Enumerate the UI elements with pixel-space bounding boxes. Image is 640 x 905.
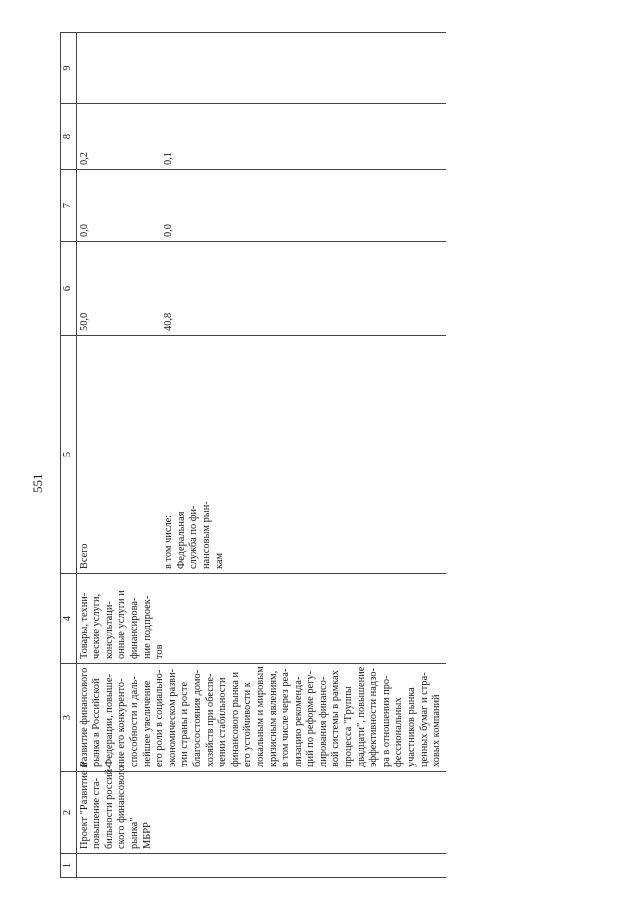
- column-number: 6: [61, 242, 77, 336]
- column-number: 7: [61, 170, 77, 242]
- data-table: [60, 32, 446, 878]
- text-line: фессиональных: [393, 697, 405, 767]
- column-number: 9: [61, 33, 77, 104]
- column-number: 4: [61, 574, 77, 664]
- text-line: чении стабильности: [217, 677, 229, 767]
- column-number-row: [61, 33, 77, 878]
- text-line: служба по фи-: [188, 505, 200, 569]
- text-line: способности и даль-: [128, 676, 140, 767]
- text-line: МБРР: [141, 822, 153, 849]
- sub-value: 0,1: [163, 152, 175, 165]
- column-number: 3: [61, 664, 77, 772]
- text-line: Товары, техни-: [78, 592, 90, 659]
- column-number: 8: [61, 104, 77, 170]
- text-line: тов: [154, 644, 166, 659]
- in-that-number-label: в том числе:: [163, 514, 175, 569]
- total-label: Всего: [78, 543, 90, 569]
- text-line: ческие услуги,: [91, 593, 103, 659]
- text-line: его роли в социально-: [154, 669, 166, 767]
- sub-value: 0,0: [163, 224, 175, 237]
- text-line: финансового рынка и: [229, 671, 241, 767]
- text-line: повышение ста-: [91, 778, 103, 849]
- text-line: двадцати", повышение: [355, 666, 367, 767]
- text-line: ховых компаний: [431, 694, 443, 767]
- text-line: консультаци-: [103, 601, 115, 659]
- text-line: кризисным явлениям,: [267, 670, 279, 767]
- text-line: участников рынка: [406, 687, 418, 767]
- text-line: ций по реформе регу-: [305, 670, 317, 767]
- total-value: 50,0: [78, 312, 90, 331]
- text-line: рынка": [128, 817, 140, 849]
- text-line: Федеральная: [175, 511, 187, 569]
- row-number-cell: [76, 854, 446, 878]
- column-number: 2: [61, 772, 77, 854]
- value-col6-cell: [76, 242, 446, 336]
- text-line: ние его конкуренто-: [116, 678, 128, 767]
- table-row: [76, 33, 446, 878]
- text-line: Федерации, повыше-: [103, 674, 115, 767]
- project-name-cell: [76, 762, 446, 854]
- text-line: нансовым рын-: [200, 501, 212, 569]
- text-line: хозяйств при обеспе-: [204, 673, 216, 767]
- text-line: финансирова-: [128, 597, 140, 659]
- text-line: ние подпроек-: [141, 595, 153, 659]
- total-value: 0,2: [78, 152, 90, 165]
- column-number: 5: [61, 336, 77, 574]
- text-line: ра в отношении про-: [380, 675, 392, 767]
- text-line: онные услуги и: [116, 590, 128, 659]
- total-value: 0,0: [78, 224, 90, 237]
- text-line: вой системы в рамках: [330, 670, 342, 767]
- text-line: экономическом разви-: [166, 668, 178, 767]
- text-line: эффективности надзо-: [368, 668, 380, 767]
- text-line: ского финансового: [116, 765, 128, 849]
- text-line: Развитие финансового: [78, 667, 90, 767]
- text-line: тии страны и росте: [179, 681, 191, 767]
- text-line: кам: [213, 552, 225, 569]
- rotated-page: [30, 33, 640, 878]
- text-line: ценных бумаг и стра-: [418, 672, 430, 767]
- text-line: рынка в Российской: [91, 678, 103, 767]
- text-line: его устойчивости к: [242, 682, 254, 767]
- value-col9-cell: [76, 33, 446, 104]
- value-col7-cell: [76, 170, 446, 242]
- text-line: процесса "Группы: [343, 686, 355, 767]
- breakdown-label-cell: [76, 336, 446, 574]
- text-line: локальным и мировым: [254, 666, 266, 767]
- text-line: лизацию рекоменда-: [292, 676, 304, 767]
- column-number: 1: [61, 854, 77, 878]
- page-number: 551: [30, 473, 45, 493]
- value-col8-cell: [76, 104, 446, 170]
- project-goal-cell: [76, 664, 446, 772]
- expense-category-cell: [76, 574, 446, 664]
- text-line: Проект "Развитие и: [78, 762, 90, 849]
- text-line: лирования финансо-: [317, 676, 329, 767]
- text-line: нейшее увеличение: [141, 680, 153, 767]
- text-line: благосостояния домо-: [191, 669, 203, 767]
- text-line: бильности россий-: [103, 765, 115, 849]
- text-line: в том числе через реа-: [280, 668, 292, 767]
- sub-value: 40,8: [163, 312, 175, 331]
